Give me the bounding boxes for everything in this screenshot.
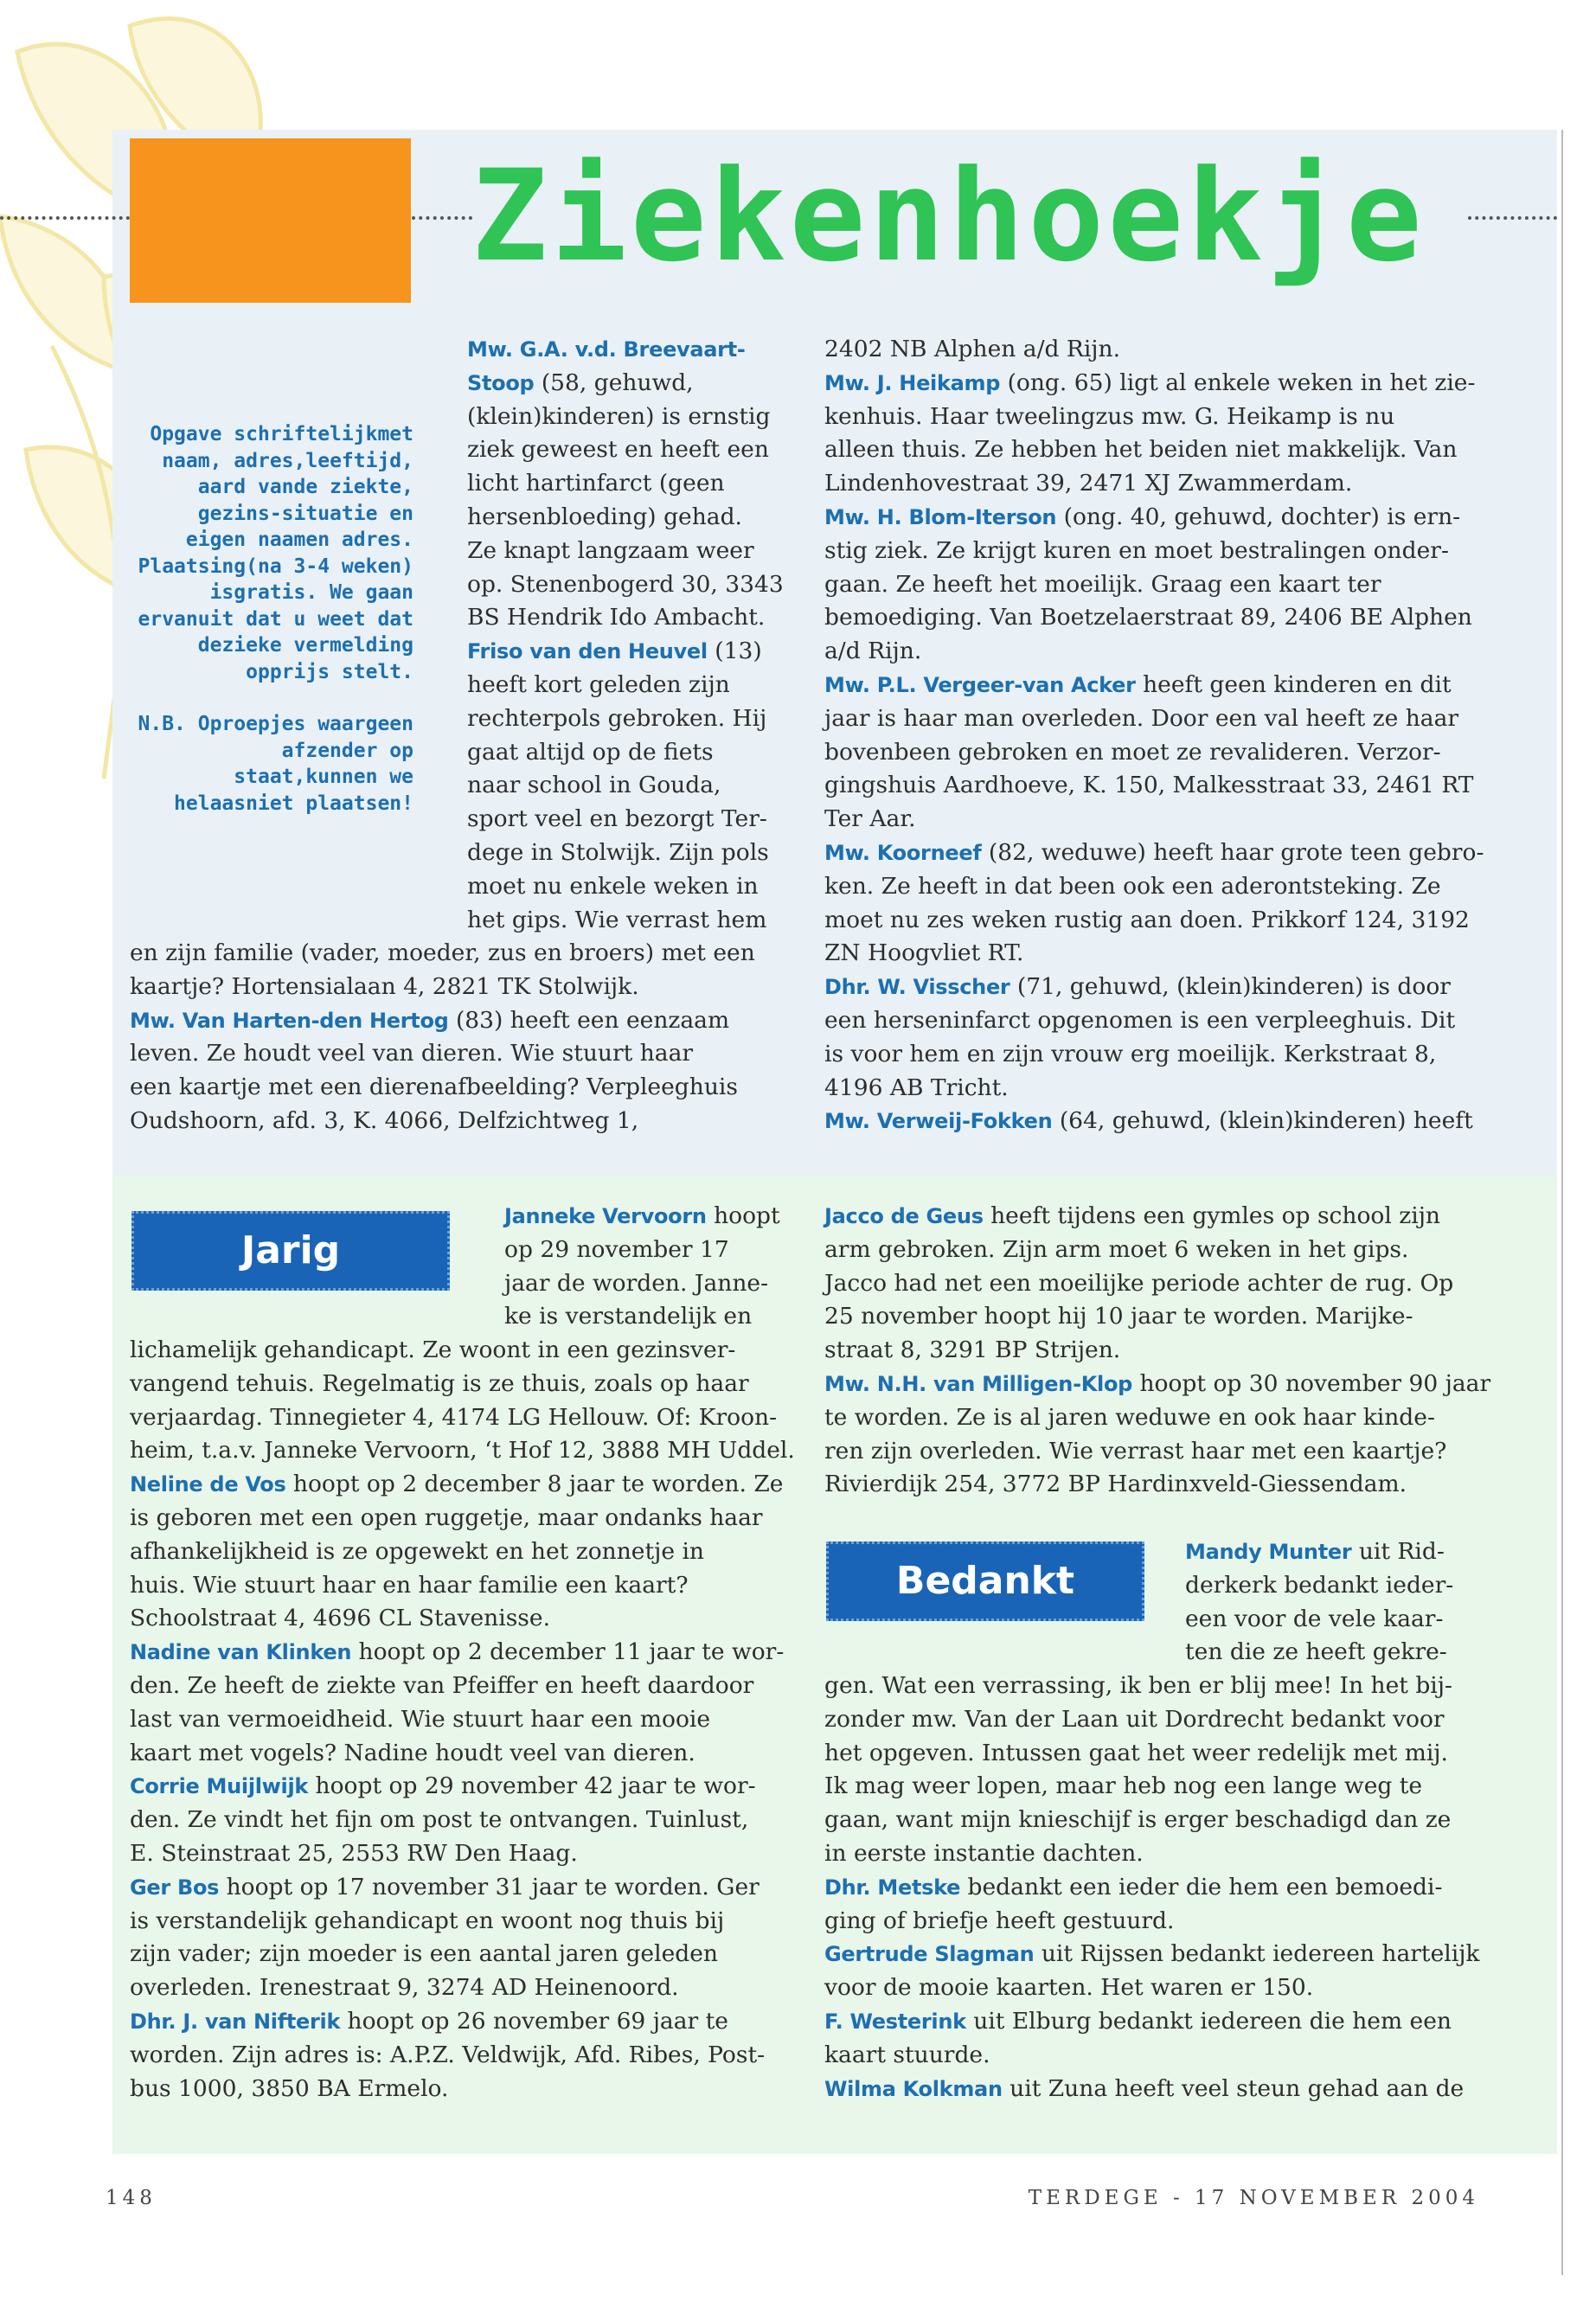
person-name: Corrie Muijlwijk <box>130 1774 309 1799</box>
text-line <box>824 1300 1490 1334</box>
text-line <box>467 669 784 702</box>
jarig-column-1 <box>130 1334 795 2106</box>
person-name: Mw. P.L. Vergeer-van Acker <box>824 672 1136 697</box>
body-text: 2402 NB Alphen a/d Rijn. <box>824 336 1121 362</box>
person-name: Mw. G.A. v.d. Breevaart- <box>467 337 746 362</box>
body-text: hoopt op 2 december 11 jaar te wor- <box>351 1638 785 1666</box>
text-line <box>130 1871 795 1905</box>
text-line <box>130 2039 795 2073</box>
body-text: overleden. Irenestraat 9, 3274 AD Heinenoord. <box>130 1974 679 2002</box>
person-name: Ger Bos <box>130 1875 220 1900</box>
body-text: uit Zuna heeft veel steun gehad aan de <box>1002 2074 1465 2102</box>
body-text: naar school in Gouda, <box>467 772 721 799</box>
person-name: F. Westerink <box>824 2009 966 2034</box>
body-text: ziek geweest en heeft een <box>467 436 769 464</box>
text-line <box>130 1334 795 1368</box>
submission-note <box>128 421 413 817</box>
body-text: Jacco had net een moeilijke periode achter de rug. Op <box>824 1269 1454 1297</box>
body-text: den. Ze vindt het fijn om post te ontvangen. Tuinlust, <box>130 1806 749 1834</box>
text-line <box>130 2073 795 2106</box>
jarig-column-2 <box>824 1200 1490 1502</box>
text-line <box>467 702 784 736</box>
text-line <box>130 1770 795 1804</box>
text-line <box>130 971 755 1004</box>
text-line <box>130 1636 795 1670</box>
body-text: 4196 AB Tricht. <box>824 1074 1009 1101</box>
person-name: Friso van den Heuvel <box>467 639 708 664</box>
bedankt-column-top <box>1185 1535 1453 1670</box>
text-line <box>130 1004 755 1038</box>
person-name: Wilma Kolkman <box>824 2076 1003 2101</box>
text-line <box>824 1368 1490 1401</box>
body-text: Ter Aar. <box>824 805 916 833</box>
body-text: het opgeven. Intussen gaat het weer redelijk met mij. <box>824 1739 1448 1766</box>
body-text: arm gebroken. Zijn arm moet 6 weken in het gips. <box>824 1235 1409 1263</box>
text-line <box>467 333 784 367</box>
text-line <box>467 635 784 669</box>
body-text: (82, weduwe) heeft haar grote teen gebro- <box>981 838 1484 866</box>
body-text: moet nu zes weken rustig aan doen. Prikkorf 124, 3192 <box>824 906 1470 933</box>
text-line: gratis. We gaan ervan <box>138 581 413 631</box>
text-line <box>824 702 1484 736</box>
person-name: Dhr. Metske <box>824 1875 961 1900</box>
text-line: niet plaatsen! <box>246 792 413 815</box>
text-line <box>130 1737 795 1771</box>
text-line <box>130 1703 795 1737</box>
body-text: op 29 november 17 <box>504 1235 729 1263</box>
body-text: een herseninfarct opgenomen is een verpleeghuis. Dit <box>824 1006 1456 1034</box>
person-name: Nadine van Klinken <box>130 1640 352 1665</box>
body-text: hoopt op 26 november 69 jaar te <box>340 2007 728 2035</box>
bedankt-heading: Bedankt <box>826 1541 1144 1621</box>
body-text: Ze knapt langzaam weer <box>467 536 754 564</box>
text-line: met naam, adres, <box>162 423 413 472</box>
text-line <box>130 1569 795 1603</box>
text-line <box>504 1200 780 1234</box>
text-line <box>130 1804 795 1837</box>
body-text: (ong. 40, gehuwd, dochter) is ern- <box>1056 503 1461 530</box>
text-line: en adres. Plaatsing <box>138 529 413 578</box>
body-text: rechterpols gebroken. Hij <box>467 704 767 732</box>
body-text: kaart stuurde. <box>824 2041 990 2068</box>
text-line: situatie en eigen naam <box>185 502 413 551</box>
text-line <box>467 904 784 938</box>
jarig-column-1-top <box>504 1200 780 1334</box>
text-line <box>130 1670 795 1703</box>
text-line: leeftijd, aard van <box>197 449 413 498</box>
text-line <box>824 1737 1480 1771</box>
body-text: hoopt <box>706 1202 780 1229</box>
body-text: gen. Wat een verrassing, ik ben er blij mee! In het bij- <box>824 1672 1452 1699</box>
body-text: alleen thuis. Ze hebben het beiden niet makkelijk. Van <box>824 436 1458 464</box>
text-line <box>824 2005 1480 2039</box>
body-text: afhankelijkheid is ze opgewekt en het zonnetje in <box>130 1537 704 1565</box>
text-line <box>467 501 784 535</box>
body-text: in eerste instantie dachten. <box>824 1839 1144 1867</box>
text-line <box>467 736 784 770</box>
text-line <box>824 568 1484 602</box>
dotted-rule-right <box>1468 216 1557 220</box>
text-line <box>130 1037 755 1071</box>
body-text: heeft geen kinderen en dit <box>1135 670 1452 698</box>
text-line <box>824 2039 1480 2073</box>
person-name: Janneke Vervoorn <box>504 1204 707 1228</box>
text-line <box>824 501 1484 535</box>
text-line <box>824 433 1484 467</box>
text-line <box>130 1837 795 1871</box>
body-text: ZN Hoogvliet RT. <box>824 939 1024 967</box>
text-line <box>504 1234 780 1267</box>
body-text: E. Steinstraat 25, 2553 RW Den Haag. <box>130 1839 578 1867</box>
person-name: Dhr. W. Visscher <box>824 975 1010 1000</box>
body-text: moet nu enkele weken in <box>467 872 759 900</box>
ziek-column-1 <box>467 333 784 937</box>
text-line <box>824 1905 1480 1939</box>
body-text: last van vermoeidheid. Wie stuurt haar een mooie <box>130 1705 711 1733</box>
person-name: Neline de Vos <box>130 1472 286 1497</box>
body-text: gingshuis Aardhoeve, K. 150, Malkesstraat 33, 2461 RT <box>824 772 1474 799</box>
nb-note-lines <box>128 711 413 817</box>
body-text: BS Hendrik Ido Ambacht. <box>467 604 766 631</box>
body-text: straat 8, 3291 BP Strijen. <box>824 1336 1121 1364</box>
body-text: kenhuis. Haar tweelingzus mw. G. Heikamp is nu <box>824 402 1395 430</box>
text-line <box>130 1105 755 1138</box>
text-line: uit dat u weet dat de <box>197 607 413 657</box>
text-line <box>824 1038 1484 1072</box>
person-name: Jacco de Geus <box>824 1204 984 1228</box>
person-name: Mw. Verweij-Fokken <box>824 1109 1053 1134</box>
body-text: heeft tijdens een gymles op school zijn <box>983 1202 1440 1229</box>
text-line <box>824 1004 1484 1038</box>
text-line <box>130 1368 795 1401</box>
page-number: 148 <box>106 2187 157 2209</box>
text-line <box>824 2073 1480 2106</box>
body-text: is voor hem en zijn vrouw erg moeilijk. Kerkstraat 8, <box>824 1040 1437 1067</box>
body-text: ren zijn overleden. Wie verrast haar met een kaartje? <box>824 1437 1447 1465</box>
text-line <box>467 568 784 602</box>
text-line <box>467 401 784 434</box>
dotted-rule-mid <box>412 216 472 220</box>
text-line <box>824 1334 1490 1368</box>
text-line: N.B. Oproepjes waar <box>138 713 366 735</box>
body-text: jaar de worden. Janne- <box>504 1269 769 1297</box>
text-line <box>467 870 784 904</box>
text-line <box>824 601 1484 635</box>
person-name: Mw. N.H. van Milligen-Klop <box>824 1371 1133 1396</box>
text-line <box>467 433 784 467</box>
body-text: hersenbloeding) gehad. <box>467 503 742 530</box>
body-text: bedankt een ieder die hem een bemoedi- <box>960 1873 1443 1900</box>
person-name: Mw. Koorneef <box>824 840 982 865</box>
person-name: Stoop <box>467 370 535 395</box>
text-line <box>824 1670 1480 1703</box>
body-text: (64, gehuwd, (klein)kinderen) heeft <box>1052 1107 1473 1135</box>
text-line <box>824 367 1484 401</box>
text-line <box>824 1105 1484 1138</box>
text-line <box>1185 1636 1453 1670</box>
body-text: op. Stenenbogerd 30, 3343 <box>467 570 784 598</box>
text-line <box>824 635 1484 669</box>
text-line <box>824 669 1484 702</box>
body-text: uit Rid- <box>1351 1538 1445 1565</box>
text-line <box>824 1770 1480 1804</box>
orange-accent-square <box>130 138 411 303</box>
body-text: Lindenhovestraat 39, 2471 XJ Zwammerdam. <box>824 470 1353 497</box>
body-text: (83) heeft een eenzaam <box>448 1006 730 1034</box>
body-text: leven. Ze houdt veel van dieren. Wie stuurt haar <box>130 1040 694 1067</box>
body-text: het gips. Wie verrast hem <box>467 906 767 933</box>
text-line <box>824 333 1484 367</box>
text-line <box>824 1871 1480 1905</box>
submission-note-lines <box>128 421 413 685</box>
body-text: en zijn familie (vader, moeder, zus en broers) met een <box>130 939 755 966</box>
text-line: geen afzender op staat, <box>234 713 413 788</box>
text-line <box>824 870 1484 904</box>
text-line <box>1185 1603 1453 1637</box>
body-text: heim, t.a.v. Janneke Vervoorn, ‘t Hof 12, 3888 MH Uddel. <box>130 1437 795 1465</box>
person-name: Mw. H. Blom-Iterson <box>824 504 1057 529</box>
body-text: hoopt op 29 november 42 jaar te wor- <box>308 1772 756 1800</box>
text-line <box>130 1434 795 1468</box>
body-text: een voor de vele kaar- <box>1185 1605 1444 1632</box>
text-line <box>824 1200 1490 1234</box>
text-line <box>824 1468 1490 1502</box>
text-line: prijs stelt. <box>269 660 413 683</box>
body-text: huis. Wie stuurt haar en haar familie een kaart? <box>130 1571 689 1599</box>
body-text: (klein)kinderen) is ernstig <box>467 402 771 430</box>
jarig-heading: Jarig <box>131 1211 450 1291</box>
text-line <box>504 1300 780 1334</box>
body-text: kaartje? Hortensialaan 4, 2821 TK Stolwijk. <box>130 972 639 1000</box>
text-line <box>824 1234 1490 1267</box>
body-text: Schoolstraat 4, 4696 CL Stavenisse. <box>130 1605 551 1632</box>
text-line <box>467 836 784 870</box>
body-text: gaan, want mijn knieschijf is erger beschadigd dan ze <box>824 1806 1452 1834</box>
body-text: Ik mag weer lopen, maar heb nog een lange weg te <box>824 1772 1423 1800</box>
text-line <box>130 1502 795 1535</box>
body-text: uit Elburg bedankt iedereen die hem een <box>965 2007 1452 2035</box>
text-line <box>824 736 1484 770</box>
text-line <box>467 467 784 501</box>
body-text: a/d Rijn. <box>824 638 922 665</box>
body-text: (13) <box>707 638 762 665</box>
body-text: ke is verstandelijk en <box>504 1303 753 1330</box>
ziek-column-2 <box>824 333 1484 1138</box>
body-text: is geboren met een open ruggetje, maar ondanks haar <box>130 1503 763 1531</box>
body-text: vangend tehuis. Regelmatig is ze thuis, zoals op haar <box>130 1369 749 1397</box>
body-text: (ong. 65) ligt al enkele weken in het zie- <box>1000 369 1476 396</box>
text-line <box>1185 1535 1453 1569</box>
text-line <box>467 803 784 836</box>
text-line <box>824 1804 1480 1837</box>
text-line <box>824 1703 1480 1737</box>
text-line <box>130 2005 795 2039</box>
body-text: zijn vader; zijn moeder is een aantal jaren geleden <box>130 1940 718 1968</box>
body-text: derkerk bedankt ieder- <box>1185 1571 1454 1599</box>
text-line <box>824 836 1484 870</box>
publication-line: TERDEGE - 17 NOVEMBER 2004 <box>1028 2187 1479 2209</box>
text-line <box>824 467 1484 501</box>
body-text: bemoediging. Van Boetzelaerstraat 89, 2406 BE Alphen <box>824 604 1472 631</box>
text-line <box>130 937 755 971</box>
text-line <box>467 367 784 401</box>
body-text: ten die ze heeft gekre- <box>1185 1638 1447 1666</box>
text-line <box>824 904 1484 938</box>
body-text: uit Rijssen bedankt iedereen hartelijk <box>1034 1940 1480 1968</box>
body-text: Oudshoorn, afd. 3, K. 4066, Delfzichtweg 1, <box>130 1106 639 1134</box>
text-line <box>824 1435 1490 1469</box>
bedankt-column <box>824 1670 1480 2106</box>
page-title: Ziekenhoekje <box>471 143 1426 290</box>
body-text: heeft kort geleden zijn <box>467 670 730 698</box>
body-text: hoopt op 17 november 31 jaar te worden. Ger <box>219 1873 760 1900</box>
person-name: Mandy Munter <box>1185 1540 1352 1564</box>
person-name: Mw. Van Harten-den Hertog <box>130 1008 449 1033</box>
body-text: Rivierdijk 254, 3772 BP Hardinxveld-Giessendam. <box>824 1471 1407 1498</box>
ziek-column-1-continued <box>130 937 755 1138</box>
body-text: (71, gehuwd, (klein)kinderen) is door <box>1010 973 1451 1001</box>
dotted-rule-left <box>0 216 130 220</box>
text-line <box>824 769 1484 803</box>
text-line <box>467 601 784 635</box>
text-line <box>824 1072 1484 1106</box>
body-text: bovenbeen gebroken en moet ze revalideren. Verzor- <box>824 738 1441 766</box>
text-line: kunnen we helaas <box>174 766 413 815</box>
body-text: sport veel en bezorgt Ter- <box>467 805 767 833</box>
body-text: verjaardag. Tinnegieter 4, 4174 LG Hellouw. Of: Kroon- <box>130 1403 778 1431</box>
text-line: zieke vermelding op <box>221 634 413 683</box>
page-edge-line <box>1561 130 1563 2275</box>
text-line <box>1185 1569 1453 1603</box>
text-line: (na 3-4 weken) is <box>209 554 413 604</box>
body-text: ken. Ze heeft in dat been ook een aderontsteking. Ze <box>824 872 1441 900</box>
text-line <box>824 401 1484 434</box>
text-line <box>824 971 1484 1004</box>
text-line <box>130 1535 795 1569</box>
text-line <box>824 535 1484 568</box>
text-line: de ziekte, gezins- <box>197 476 413 525</box>
body-text: te worden. Ze is al jaren weduwe en ook haar kinde- <box>824 1403 1435 1431</box>
body-text: (58, gehuwd, <box>534 369 694 396</box>
body-text: jaar is haar man overleden. Door een val heeft ze haar <box>824 704 1459 732</box>
text-line <box>130 1071 755 1105</box>
text-line: Opgave schriftelijk <box>150 423 378 445</box>
text-line <box>824 1938 1480 1971</box>
text-line <box>130 1602 795 1636</box>
person-name: Dhr. J. van Nifterik <box>130 2009 341 2034</box>
body-text: bus 1000, 3850 BA Ermelo. <box>130 2074 449 2102</box>
text-line <box>130 1905 795 1939</box>
text-line <box>824 803 1484 836</box>
text-line <box>130 1938 795 1971</box>
text-line <box>130 1401 795 1435</box>
body-text: licht hartinfarct (geen <box>467 470 725 497</box>
body-text: kaart met vogels? Nadine houdt veel van dieren. <box>130 1739 695 1766</box>
body-text: gaat altijd op de fiets <box>467 738 714 766</box>
body-text: worden. Zijn adres is: A.P.Z. Veldwijk, Afd. Ribes, Post- <box>130 2041 766 2068</box>
text-line <box>467 535 784 568</box>
person-name: Mw. J. Heikamp <box>824 370 1001 395</box>
text-line <box>824 937 1484 971</box>
body-text: is verstandelijk gehandicapt en woont nog thuis bij <box>130 1907 725 1934</box>
text-line <box>824 1837 1480 1871</box>
body-text: den. Ze heeft de ziekte van Pfeiffer en heeft daardoor <box>130 1671 754 1699</box>
text-line <box>130 1468 795 1502</box>
text-line <box>504 1267 780 1301</box>
body-text: 25 november hoopt hij 10 jaar te worden. Marijke- <box>824 1303 1413 1330</box>
text-line <box>824 1267 1490 1301</box>
body-text: zonder mw. Van der Laan uit Dordrecht bedankt voor <box>824 1705 1445 1733</box>
body-text: lichamelijk gehandicapt. Ze woont in een gezinsver- <box>130 1336 736 1363</box>
text-line <box>130 1971 795 2005</box>
person-name: Gertrude Slagman <box>824 1942 1035 1967</box>
body-text: stig ziek. Ze krijgt kuren en moet bestralingen onder- <box>824 536 1449 564</box>
text-line <box>824 1971 1480 2005</box>
body-text: ging of briefje heeft gestuurd. <box>824 1907 1175 1934</box>
body-text: hoopt op 30 november 90 jaar <box>1132 1369 1491 1397</box>
body-text: een kaartje met een dierenafbeelding? Verpleeghuis <box>130 1074 738 1101</box>
body-text: dege in Stolwijk. Zijn pols <box>467 838 769 866</box>
text-line <box>824 1401 1490 1435</box>
body-text: hoopt op 2 december 8 jaar te worden. Ze <box>285 1471 784 1498</box>
text-line <box>467 769 784 803</box>
body-text: gaan. Ze heeft het moeilijk. Graag een kaart ter <box>824 570 1381 598</box>
body-text: voor de mooie kaarten. Het waren er 150. <box>824 1974 1314 2002</box>
